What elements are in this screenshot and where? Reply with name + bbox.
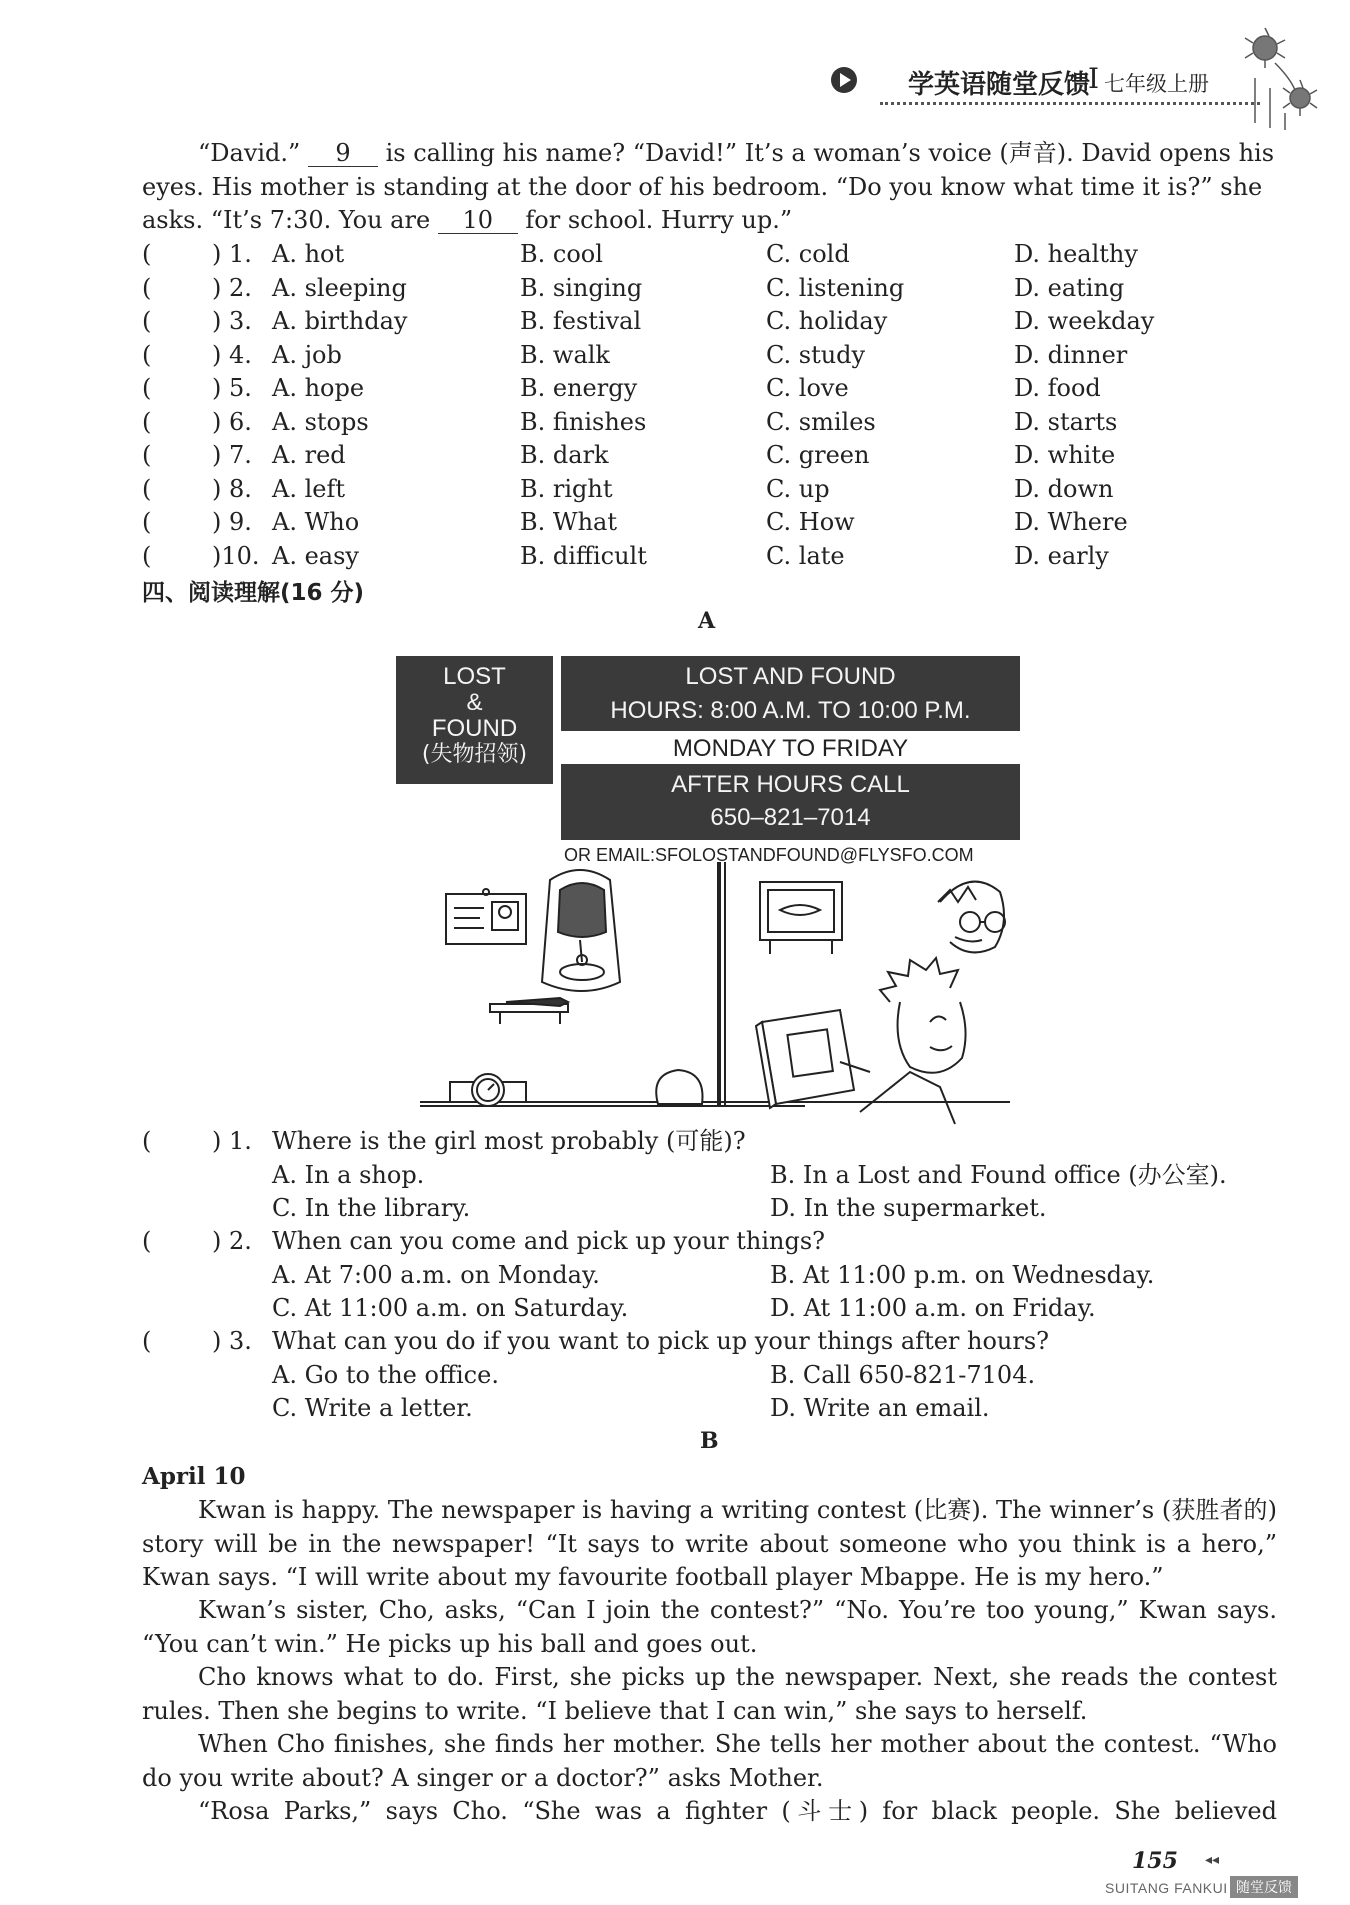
part-b-label: B: [700, 1428, 719, 1454]
cloze-line-3: [142, 204, 792, 237]
option-d: D. dinner: [1014, 340, 1128, 369]
girl-character-icon: [840, 958, 966, 1124]
option-a: A. hope: [272, 374, 365, 402]
option-b: B. energy: [520, 374, 638, 402]
option-b: B. In a Lost and Found office (办公室).: [770, 1161, 1227, 1189]
blank-10: 10: [438, 207, 518, 234]
question-stem: When can you come and pick up your things?: [272, 1227, 826, 1255]
question-number: ) 4.: [212, 340, 252, 369]
option-d: D. weekday: [1014, 307, 1155, 335]
picture-frame-icon: [760, 882, 842, 954]
question-number: ) 1.: [212, 1127, 252, 1155]
passage-paragraph: [142, 1728, 1277, 1795]
paragraph-text: Cho knows what to do. First, she picks up the newspaper. Next, she reads the contest rules. Then she begins to write. “I believe that I can win,” she says to herself.: [142, 1663, 1277, 1725]
cloze-text: eyes. His mother is standing at the door of his bedroom. “Do you know what time it is?” she: [142, 173, 1263, 201]
sign-left-line: FOUND: [431, 715, 518, 742]
question-number: ) 3.: [212, 307, 252, 335]
sign-email: OR EMAIL:SFOLOSTANDFOUND@FLYSFO.COM: [564, 845, 974, 865]
id-card-icon: [446, 889, 526, 944]
play-circle-icon: [830, 66, 858, 94]
option-a: A. stops: [272, 407, 369, 436]
option-c: C. up: [766, 474, 830, 503]
header-dotted-rule: [880, 102, 1260, 105]
answer-paren-open[interactable]: (: [142, 441, 152, 469]
pen-icon: [490, 998, 568, 1024]
question-number: ) 8.: [212, 474, 252, 503]
answer-paren-open[interactable]: (: [142, 1127, 152, 1155]
option-c: C. How: [766, 508, 855, 536]
question-number: ) 6.: [212, 407, 252, 436]
section-title: 四、阅读理解(16 分): [142, 580, 365, 606]
option-d: D. food: [1014, 374, 1101, 402]
cloze-text: asks. “It’s 7:30. You are: [142, 206, 431, 234]
paragraph-text: When Cho finishes, she finds her mother. She tells her mother about the contest. “Who do you write about? A singer or a doctor?” asks Mother.: [142, 1730, 1277, 1792]
option-d: D. starts: [1014, 407, 1118, 436]
sign-left-line: LOST: [443, 663, 506, 690]
option-a: A. At 7:00 a.m. on Monday.: [272, 1261, 600, 1289]
cloze-line-1: [198, 137, 1274, 170]
option-a: A. birthday: [272, 307, 408, 335]
answer-paren-open[interactable]: (: [142, 1327, 152, 1355]
answer-paren-open[interactable]: (: [142, 240, 152, 268]
option-d: D. Where: [1014, 508, 1128, 536]
option-d: D. healthy: [1014, 240, 1138, 268]
option-c: C. At 11:00 a.m. on Saturday.: [272, 1294, 629, 1322]
option-c: C. green: [766, 441, 870, 469]
ball-icon: [656, 1070, 702, 1104]
question-stem: Where is the girl most probably (可能)?: [272, 1127, 746, 1155]
passage-paragraph: [142, 1494, 1277, 1595]
option-d: D. down: [1014, 474, 1114, 503]
cloze-text: “David.”: [198, 139, 301, 167]
question-number: ) 3.: [212, 1327, 252, 1355]
blank-9: 9: [308, 140, 378, 167]
sign-left-line: (失物招领): [421, 742, 528, 767]
cloze-line-2: [142, 171, 1262, 204]
option-a: A. In a shop.: [272, 1161, 425, 1189]
option-a: A. left: [272, 474, 345, 503]
option-a: A. sleeping: [272, 273, 407, 302]
option-c: C. smiles: [766, 407, 876, 436]
option-d: D. early: [1014, 541, 1109, 570]
option-d: D. eating: [1014, 273, 1125, 302]
answer-paren-open[interactable]: (: [142, 273, 152, 302]
lost-and-found-illustration: [410, 862, 1020, 1132]
option-b: B. What: [520, 508, 617, 536]
part-a-label: A: [698, 608, 716, 634]
header: [820, 58, 1260, 108]
answer-paren-open[interactable]: (: [142, 541, 152, 570]
passage-paragraph: [142, 1661, 1277, 1728]
watch-icon: [450, 1074, 526, 1106]
option-b: B. walk: [520, 340, 610, 369]
sign-left-box: [396, 656, 553, 784]
answer-paren-open[interactable]: (: [142, 340, 152, 369]
option-c: C. Write a letter.: [272, 1394, 473, 1422]
option-d: D. Write an email.: [770, 1394, 990, 1422]
option-c: C. listening: [766, 273, 905, 302]
sign-hours-title: LOST AND FOUND: [685, 663, 896, 690]
question-number: ) 9.: [212, 508, 252, 536]
cloze-text: is calling his name? “David!” It’s a woman’s voice (声音). David opens his: [385, 139, 1275, 167]
option-c: C. In the library.: [272, 1194, 471, 1222]
answer-paren-open[interactable]: (: [142, 508, 152, 536]
paragraph-text: Kwan’s sister, Cho, asks, “Can I join the contest?” “No. You’re too young,” Kwan says. “You can’t win.” He picks up his ball and goes out.: [142, 1596, 1277, 1658]
answer-paren-open[interactable]: (: [142, 307, 152, 335]
question-number: )10.: [212, 541, 260, 570]
passage-date: April 10: [142, 1463, 246, 1490]
option-a: A. job: [272, 340, 342, 369]
sign-after-hours-title: AFTER HOURS CALL: [671, 771, 910, 798]
option-d: D. In the supermarket.: [770, 1194, 1047, 1222]
sign-hours-box: [561, 656, 1020, 731]
header-subtitle: 七年级上册: [1104, 72, 1209, 96]
footer-pinyin: SUITANG FANKUI: [1105, 1880, 1228, 1896]
sunflower-decoration-icon: [1235, 18, 1335, 133]
question-number: ) 2.: [212, 273, 252, 302]
option-b: B. Call 650-821-7104.: [770, 1361, 1036, 1389]
option-c: C. study: [766, 340, 866, 369]
option-c: C. late: [766, 541, 845, 570]
double-arrow-icon: ◂◂: [1205, 1852, 1220, 1868]
option-a: A. red: [272, 441, 346, 469]
boy-character-icon: [938, 882, 1005, 953]
option-d: D. white: [1014, 441, 1116, 469]
option-b: B. festival: [520, 307, 642, 335]
sign-hours-text: HOURS: 8:00 A.M. TO 10:00 P.M.: [610, 697, 971, 724]
option-b: B. singing: [520, 273, 643, 302]
answer-paren-open[interactable]: (: [142, 474, 152, 503]
sign-phone-number: 650–821–7014: [710, 804, 871, 831]
passage-paragraph: [142, 1594, 1277, 1661]
option-b: B. difficult: [520, 541, 647, 570]
page-number: 155: [1132, 1848, 1178, 1874]
header-separator: I: [1088, 62, 1100, 95]
question-number: ) 1.: [212, 240, 252, 268]
option-b: B. finishes: [520, 407, 647, 436]
option-b: B. cool: [520, 240, 603, 268]
option-a: A. Go to the office.: [272, 1361, 499, 1389]
answer-paren-open[interactable]: (: [142, 1227, 152, 1255]
answer-paren-open[interactable]: (: [142, 374, 152, 402]
answer-paren-open[interactable]: (: [142, 407, 152, 436]
header-title: 学英语随堂反馈: [908, 70, 1091, 100]
question-number: ) 7.: [212, 441, 252, 469]
passage-paragraph: [142, 1795, 1277, 1829]
backpack-icon: [542, 870, 620, 991]
question-number: ) 5.: [212, 374, 252, 402]
cloze-text: for school. Hurry up.”: [525, 206, 793, 234]
sign-after-hours-box: [561, 764, 1020, 840]
option-c: C. love: [766, 374, 849, 402]
option-a: A. hot: [272, 240, 345, 268]
option-b: B. dark: [520, 441, 609, 469]
question-number: ) 2.: [212, 1227, 252, 1255]
sign-days: MONDAY TO FRIDAY: [672, 735, 909, 762]
option-d: D. At 11:00 a.m. on Friday.: [770, 1294, 1096, 1322]
paragraph-text: “Rosa Parks,” says Cho. “She was a fighter (斗士) for black people. She believed: [198, 1797, 1277, 1825]
option-b: B. At 11:00 p.m. on Wednesday.: [770, 1261, 1155, 1289]
option-c: C. cold: [766, 240, 850, 268]
question-stem: What can you do if you want to pick up your things after hours?: [272, 1327, 1050, 1355]
paragraph-text: Kwan is happy. The newspaper is having a writing contest (比赛). The winner’s (获胜者的) story will be in the newspaper! “It says to write about someone who you think is a hero,” Kwan says. “I will write about my favourite football player Mbappe. He is my hero.”: [142, 1496, 1277, 1591]
sign-left-line: &: [466, 689, 483, 716]
option-c: C. holiday: [766, 307, 888, 335]
book-icon: [756, 1010, 854, 1108]
option-a: A. Who: [272, 508, 360, 536]
option-b: B. right: [520, 474, 613, 503]
option-a: A. easy: [272, 541, 359, 570]
footer-tag: 随堂反馈: [1230, 1876, 1298, 1898]
